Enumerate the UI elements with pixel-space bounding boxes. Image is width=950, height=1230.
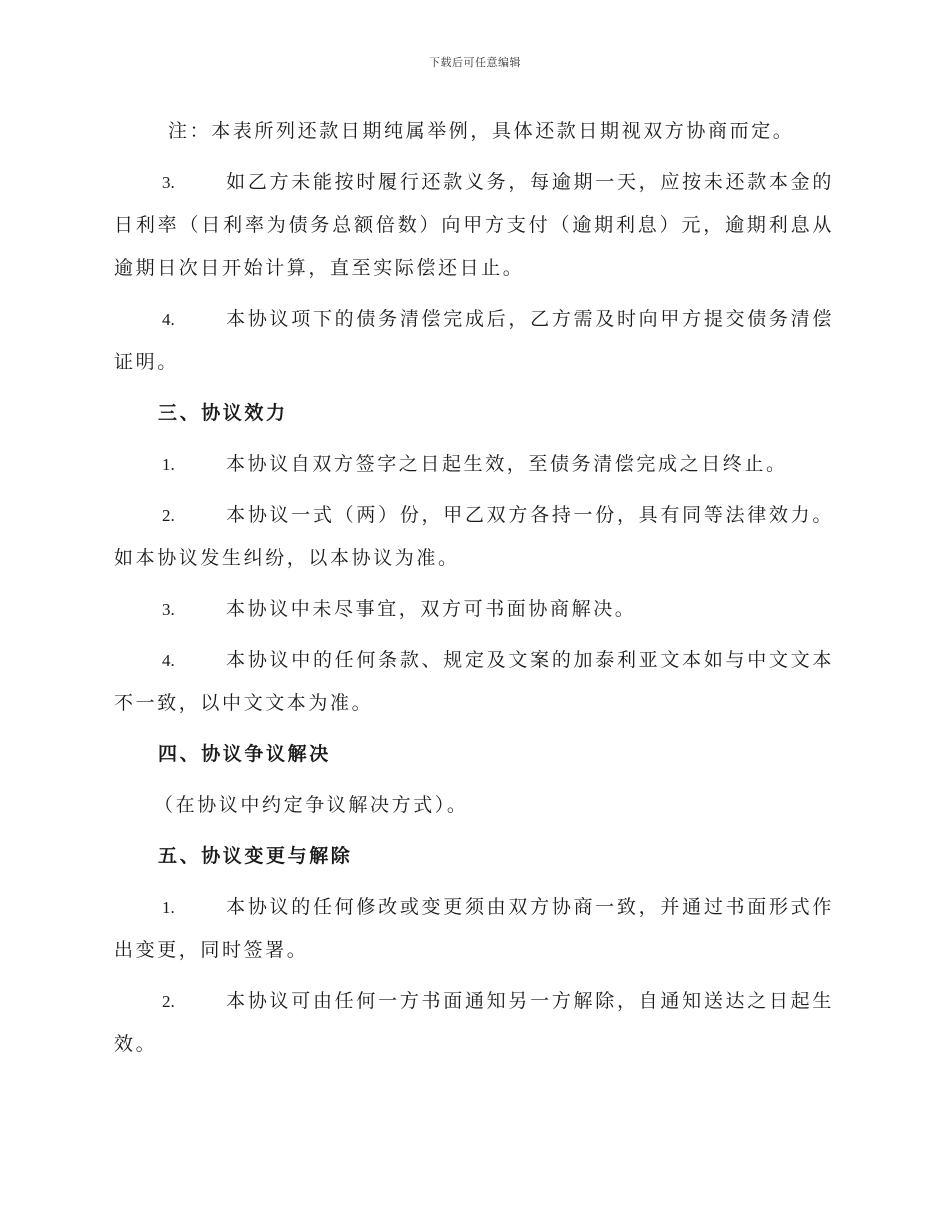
clause-2-3 <box>114 161 834 290</box>
repayment-note: 注：本表所列还款日期纯属举例，具体还款日期视双方协商而定。 <box>168 120 795 142</box>
clause-5-2 <box>114 980 834 1066</box>
clause-number: 3. <box>162 173 175 192</box>
clause-5-1 <box>114 886 834 972</box>
clause-3-4 <box>114 639 834 725</box>
page-header: 下载后可任意编辑 <box>429 56 521 69</box>
clause-number: 1. <box>162 455 175 474</box>
section-heading-amendment: 五、协议变更与解除 <box>158 845 353 867</box>
clause-number: 3. <box>162 600 175 619</box>
clause-text: 本协议中未尽事宜，双方可书面协商解决。 <box>226 598 637 620</box>
clause-text: 本协议一式（两）份，甲乙双方各持一份，具有同等法律效力。如本协议发生纠纷，以本协议为准。 <box>114 504 834 569</box>
clause-number: 2. <box>162 992 175 1011</box>
clause-3-1 <box>114 443 834 486</box>
clause-3-3 <box>114 588 834 631</box>
clause-number: 4. <box>162 310 175 329</box>
clause-text: 本协议可由任何一方书面通知另一方解除，自通知送达之日起生效。 <box>114 990 834 1055</box>
clause-text: 本协议中的任何条款、规定及文案的加泰利亚文本如与中文文本不一致，以中文文本为准。 <box>114 649 834 714</box>
clause-number: 2. <box>162 506 175 525</box>
section-heading-dispute: 四、协议争议解决 <box>158 743 331 765</box>
clause-number: 1. <box>162 898 175 917</box>
section-heading-effect: 三、协议效力 <box>158 402 288 424</box>
clause-number: 4. <box>162 651 175 670</box>
clause-3-2 <box>114 494 834 580</box>
document-body <box>114 110 834 1074</box>
clause-text: 本协议项下的债务清偿完成后，乙方需及时向甲方提交债务清偿证明。 <box>114 308 834 373</box>
dispute-text: （在协议中约定争议解决方式）。 <box>154 794 469 816</box>
clause-text: 本协议的任何修改或变更须由双方协商一致，并通过书面形式作出变更，同时签署。 <box>114 896 834 961</box>
clause-text: 本协议自双方签字之日起生效，至债务清偿完成之日终止。 <box>226 453 788 475</box>
clause-text: 如乙方未能按时履行还款义务，每逾期一天，应按未还款本金的日利率（日利率为债务总额倍数）向甲方支付（逾期利息）元，逾期利息从逾期日次日开始计算，直至实际偿还日止。 <box>114 171 834 279</box>
clause-2-4 <box>114 298 834 384</box>
